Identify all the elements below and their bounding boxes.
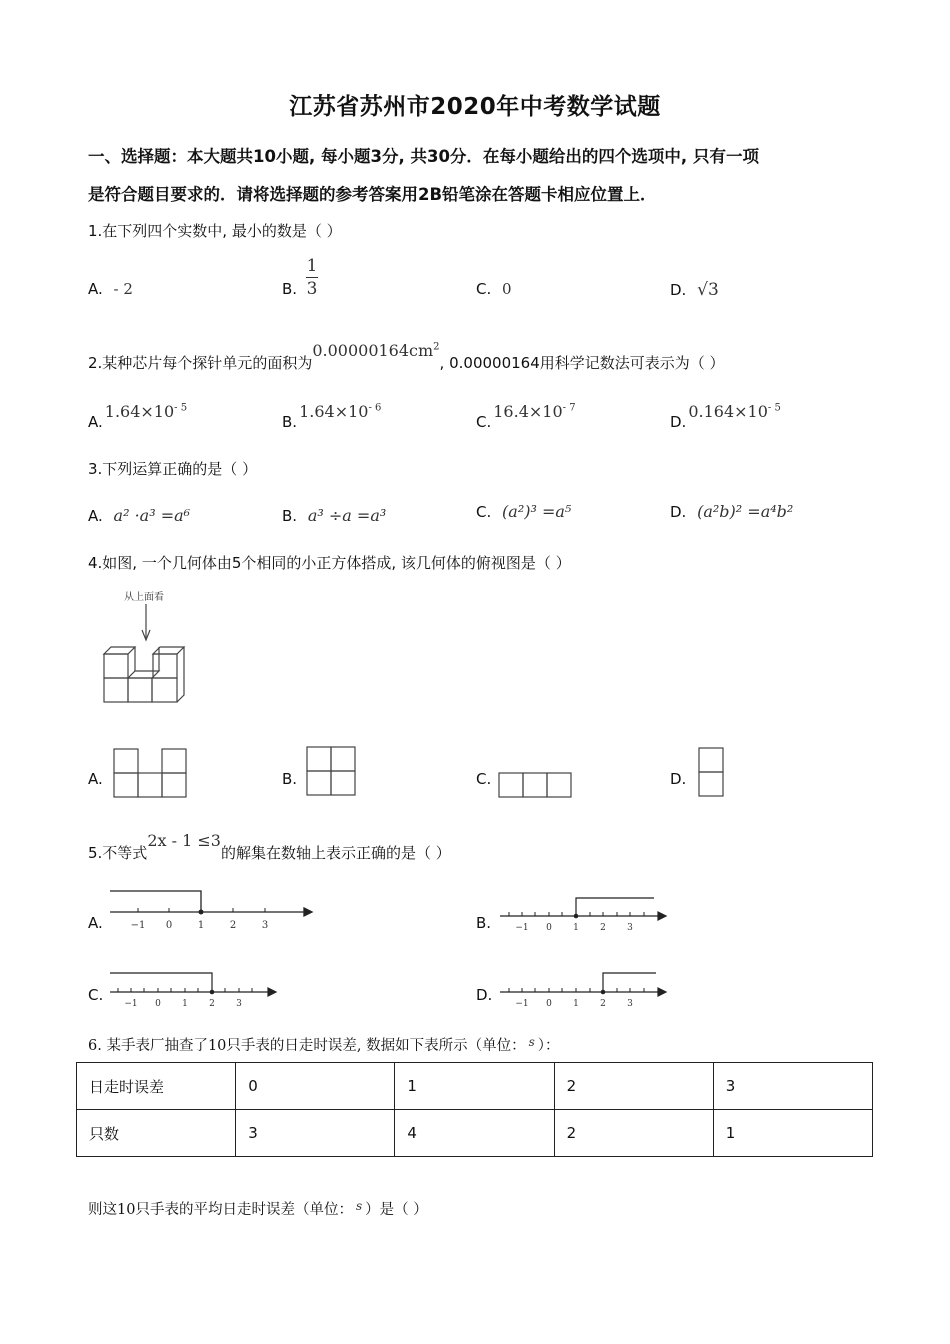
- tick-label: 3: [236, 999, 242, 1009]
- q5-option-b[interactable]: B.: [476, 914, 492, 932]
- table-cell: 2: [554, 1063, 713, 1110]
- q5-option-c-numberline: [110, 970, 280, 1010]
- option-label: B.: [282, 507, 298, 525]
- view-direction-caption: 从上面看: [124, 592, 164, 603]
- q5-option-a[interactable]: A.: [88, 914, 103, 932]
- option-value: a² ·a³ =a⁶: [113, 506, 191, 525]
- tick-label: 1: [197, 920, 205, 931]
- option-value: $0.164\times 10^{- 5}$: [688, 402, 781, 421]
- q4-option-a[interactable]: A.: [88, 770, 103, 788]
- q5-option-c[interactable]: C.: [88, 986, 104, 1004]
- table-cell: 只数: [77, 1110, 236, 1157]
- option-label: B.: [282, 413, 298, 431]
- q4-option-a-figure: [113, 748, 189, 798]
- error-table: [76, 1062, 873, 1157]
- area-expression: $0.00000164cm^2$: [312, 341, 440, 360]
- table-cell: 0: [236, 1063, 395, 1110]
- option-value: - 2: [113, 280, 133, 298]
- table-cell: 4: [395, 1110, 554, 1157]
- tick-label: 2: [600, 923, 606, 933]
- tick-label: 1: [573, 923, 579, 933]
- question-4-stem: 4.如图, 一个几何体由5个相同的小正方体搭成, 该几何体的俯视图是（ ）: [88, 554, 571, 572]
- q3-option-a[interactable]: [88, 506, 190, 525]
- option-value: a³ ÷a =a³: [307, 506, 387, 525]
- q4-option-b[interactable]: B.: [282, 770, 298, 788]
- tick-label: 2: [209, 999, 215, 1009]
- q3-option-d[interactable]: [670, 502, 793, 521]
- q5-option-d[interactable]: D.: [476, 986, 493, 1004]
- stem-suffix: 的解集在数轴上表示正确的是（ ）: [220, 844, 451, 862]
- option-label: A.: [88, 280, 103, 298]
- fraction-numerator: 1: [306, 256, 318, 276]
- q2-option-b[interactable]: [282, 402, 382, 431]
- option-value: $1.64\times 10^{- 6}$: [299, 402, 382, 421]
- tick-label: 2: [229, 920, 237, 931]
- question-3-stem: 3.下列运算正确的是（ ）: [88, 460, 258, 478]
- table-row: [77, 1110, 873, 1157]
- option-value: $16.4\times 10^{- 7}$: [493, 402, 576, 421]
- option-label: C.: [476, 503, 492, 521]
- option-value: 0: [502, 280, 512, 298]
- q3-option-b[interactable]: [282, 506, 386, 525]
- q4-option-d[interactable]: D.: [670, 770, 687, 788]
- table-cell: 3: [236, 1110, 395, 1157]
- fraction-denominator: 3: [306, 279, 318, 299]
- stem-suffix: , 0.00000164用科学记数法可表示为（ ）: [439, 354, 725, 372]
- cube-figure: [100, 600, 190, 710]
- q5-option-d-numberline: [500, 970, 670, 1010]
- q2-option-a[interactable]: [88, 402, 188, 431]
- table-cell: 1: [713, 1110, 872, 1157]
- tick-label: 0: [546, 999, 552, 1009]
- option-label: C.: [476, 413, 492, 431]
- stem-prefix: 5.不等式: [88, 844, 148, 862]
- option-label: D.: [670, 413, 687, 431]
- tick-label: −1: [124, 999, 138, 1009]
- q2-option-d[interactable]: [670, 402, 781, 431]
- tick-label: 2: [600, 999, 606, 1009]
- q5-option-b-numberline: [500, 896, 670, 936]
- question-1-stem: 1.在下列四个实数中, 最小的数是（ ）: [88, 222, 342, 240]
- option-label: C.: [476, 280, 492, 298]
- inequality: 2x - 1 ≤3: [147, 831, 221, 850]
- tick-label: −1: [130, 920, 146, 931]
- q4-option-c-figure: [498, 772, 574, 800]
- tick-label: 3: [627, 999, 633, 1009]
- option-value: (a²)³ =a⁵: [502, 502, 572, 521]
- tick-label: 3: [261, 920, 269, 931]
- q5-option-a-numberline: [110, 886, 310, 932]
- section-line-1: 一、选择题：本大题共10小题, 每小题3分, 共30分．在每小题给出的四个选项中, 只有一项: [88, 147, 759, 166]
- tick-label: 0: [155, 999, 161, 1009]
- tick-label: 0: [165, 920, 173, 931]
- q3-option-c[interactable]: [476, 502, 571, 521]
- question-6-stem: 6. 某手表厂抽查了10只手表的日走时误差, 数据如下表所示（单位： $^s$ ）：: [88, 1035, 560, 1054]
- option-label: B.: [282, 280, 298, 298]
- q1-option-c[interactable]: [476, 280, 512, 298]
- option-value: (a²b)² =a⁴b²: [697, 502, 794, 521]
- tick-label: 0: [546, 923, 552, 933]
- table-cell: 1: [395, 1063, 554, 1110]
- q4-option-b-figure: [306, 746, 358, 796]
- option-value: $1.64\times 10^{- 5}$: [104, 402, 188, 421]
- fraction: [306, 256, 318, 299]
- tick-label: 3: [627, 923, 633, 933]
- section-instructions: [88, 138, 878, 214]
- tick-label: −1: [515, 923, 529, 933]
- option-value: √3: [697, 280, 719, 300]
- q4-option-d-figure: [698, 747, 726, 799]
- q1-option-d[interactable]: [670, 280, 719, 300]
- q4-option-c[interactable]: C.: [476, 770, 492, 788]
- q1-option-a[interactable]: [88, 280, 133, 298]
- option-label: A.: [88, 507, 103, 525]
- table-cell: 2: [554, 1110, 713, 1157]
- table-cell: 日走时误差: [77, 1063, 236, 1110]
- page-title: 江苏省苏州市2020年中考数学试题: [289, 94, 661, 120]
- option-label: A.: [88, 413, 103, 431]
- table-cell: 3: [713, 1063, 872, 1110]
- option-label: D.: [670, 281, 687, 299]
- tick-label: 1: [573, 999, 579, 1009]
- tick-label: −1: [515, 999, 529, 1009]
- option-label: D.: [670, 503, 687, 521]
- question-6-followup: 则这10只手表的平均日走时误差（单位： $^s$ ）是（ ）: [88, 1199, 428, 1218]
- section-line-2: 是符合题目要求的．请将选择题的参考答案用2B铅笔涂在答题卡相应位置上．: [88, 185, 657, 204]
- question-2-stem: [88, 341, 725, 373]
- q2-option-c[interactable]: [476, 402, 576, 431]
- tick-label: 1: [182, 999, 188, 1009]
- stem-prefix: 2.某种芯片每个探针单元的面积为: [88, 354, 313, 372]
- table-row: [77, 1063, 873, 1110]
- question-5-stem: [88, 831, 451, 863]
